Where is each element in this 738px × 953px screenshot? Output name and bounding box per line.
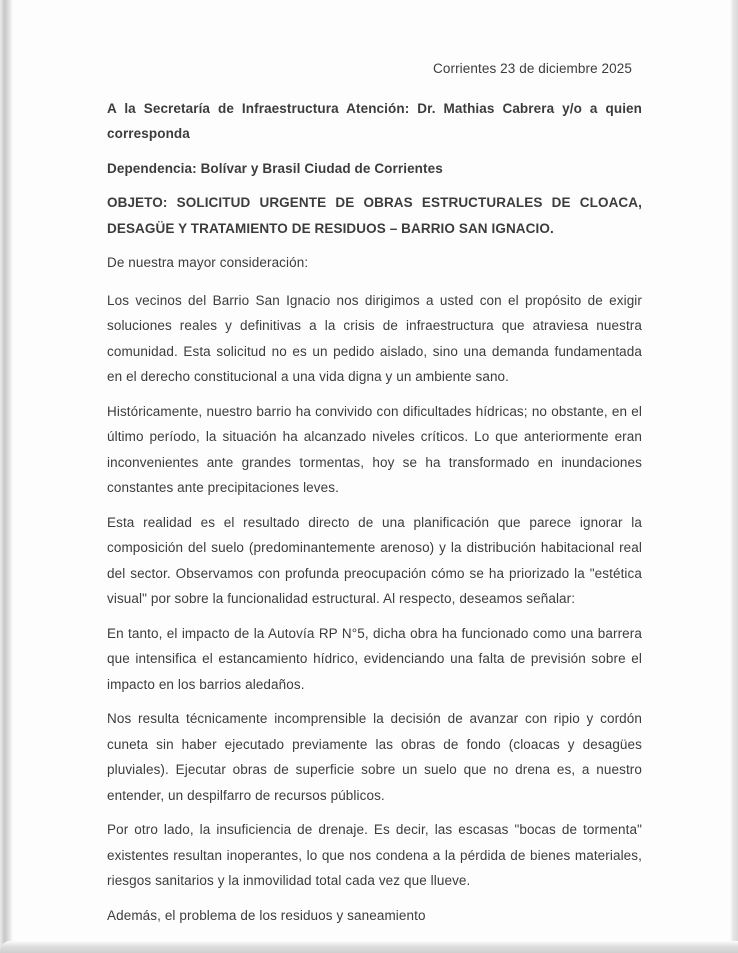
- dependency-line: Dependencia: Bolívar y Brasil Ciudad de Corrientes: [107, 160, 443, 176]
- subject-line: OBJETO: SOLICITUD URGENTE DE OBRAS ESTRUCTURALES DE CLOACA, DESAGÜE Y TRATAMIENTO DE RESIDUOS – BARRIO SAN IGNACIO.: [107, 195, 642, 236]
- letter-date: Corrientes 23 de diciembre 2025: [433, 61, 632, 76]
- body-paragraph-2: Históricamente, nuestro barrio ha convivido con dificultades hídricas; no obstante, en el último período, la situación ha alcanzado niveles críticos. Lo que anteriormente eran inconvenientes ante grandes tormentas, hoy se ha transformado en inundaciones constantes ante precipitaciones leves.: [107, 403, 642, 495]
- body-paragraph-1: Los vecinos del Barrio San Ignacio nos dirigimos a usted con el propósito de exigir soluciones reales y definitivas a la crisis de infraestructura que atraviesa nuestra comunidad. Esta solicitud no es un pedido aislado, sino una demanda fundamentada en el derecho constitucional a una vida digna y un ambiente sano.: [107, 292, 642, 384]
- salutation-line: De nuestra mayor consideración:: [107, 255, 309, 270]
- photo-edge-bottom: [0, 941, 738, 953]
- body-paragraph-6: Por otro lado, la insuficiencia de drenaje. Es decir, las escasas "bocas de tormenta" existentes resultan inoperantes, lo que nos condena a la pérdida de bienes materiales, riesgos sanitarios y la inmovilidad total cada vez que llueve.: [107, 822, 642, 888]
- closing-line: Además, el problema de los residuos y saneamiento: [107, 907, 426, 923]
- recipient-line: A la Secretaría de Infraestructura Atención: Dr. Mathias Cabrera y/o a quien corresponda: [107, 100, 642, 141]
- body-paragraph-4: En tanto, el impacto de la Autovía RP N°5, dicha obra ha funcionado como una barrera que intensifica el estancamiento hídrico, evidenciando una falta de previsión sobre el impacto en los barrios aledaños.: [107, 625, 642, 692]
- body-paragraph-5: Nos resulta técnicamente incomprensible la decisión de avanzar con ripio y cordón cuneta sin haber ejecutado previamente las obras de fondo (cloacas y desagües pluviales). Ejecutar obras de superficie sobre un suelo que no drena es, a nuestro entender, un despilfarro de recursos públicos.: [107, 711, 642, 803]
- body-paragraph-3: Esta realidad es el resultado directo de una planificación que parece ignorar la composición del suelo (predominantemente arenoso) y la distribución habitacional real del sector. Observamos con profunda preocupación cómo se ha priorizado la "estética visual" por sobre la funcionalidad estructural. Al respecto, deseamos señalar:: [107, 514, 642, 606]
